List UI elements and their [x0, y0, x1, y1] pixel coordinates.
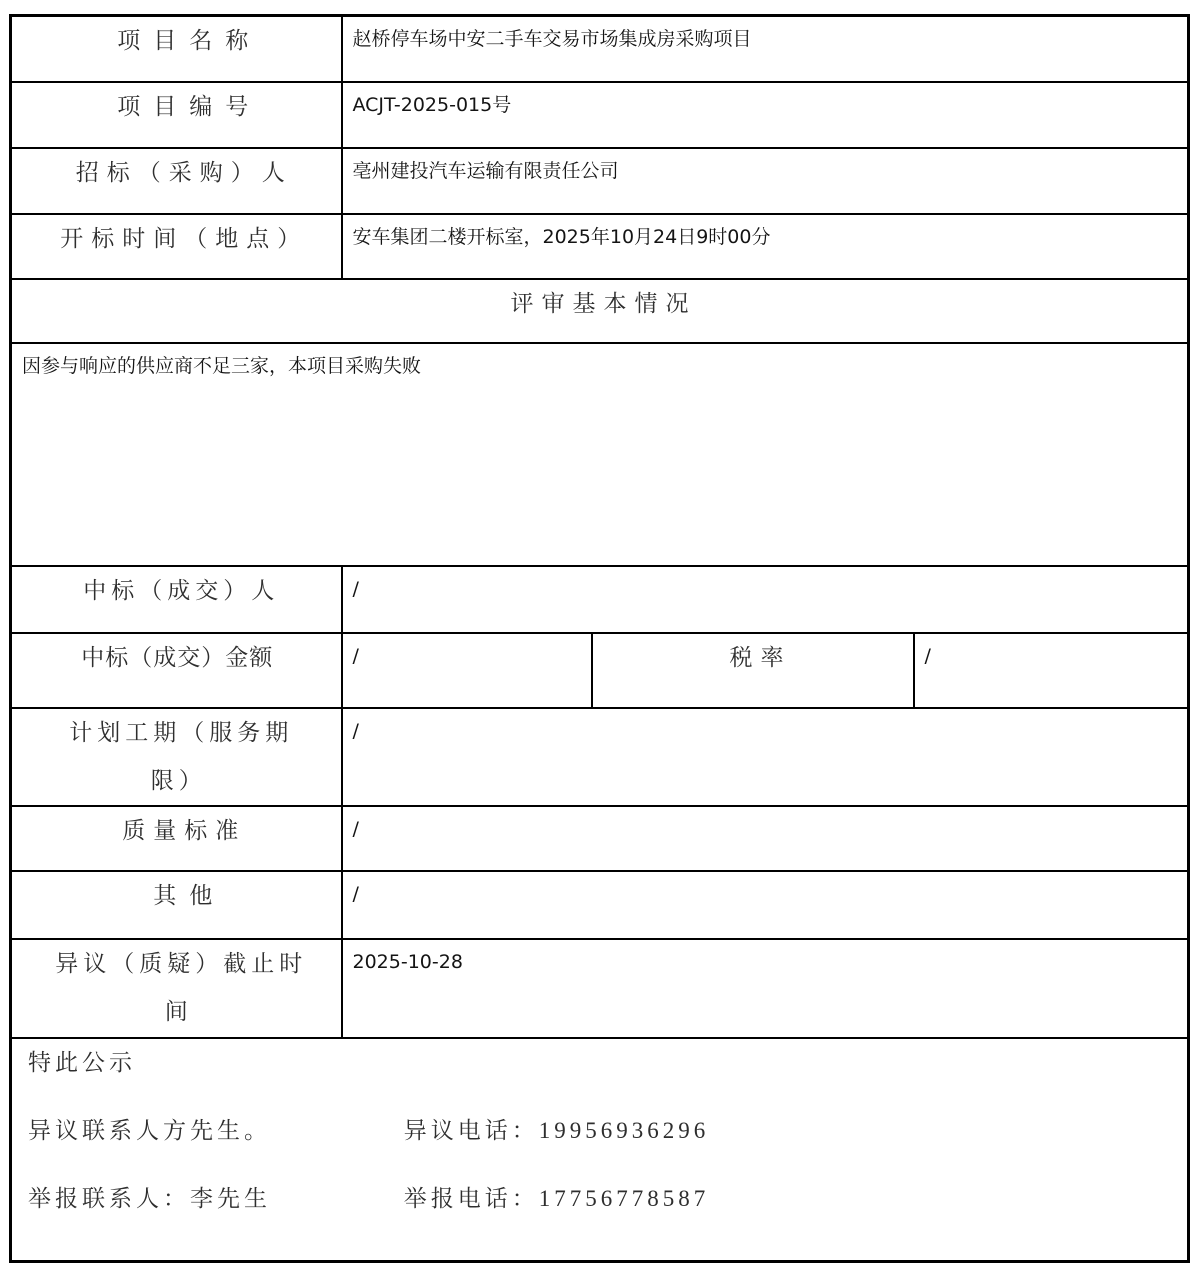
footer-objection-line — [28, 1107, 1179, 1155]
row-award-amount — [11, 633, 1189, 708]
award-amount-label-text: 中标（成交）金额 — [81, 644, 274, 670]
planned-duration-value: / — [342, 708, 1189, 806]
bid-opening-label — [11, 214, 342, 279]
planned-duration-label — [11, 708, 342, 806]
row-bid-opening — [11, 214, 1189, 279]
objection-deadline-value: 2025-10-28 — [342, 939, 1189, 1038]
tax-rate-label-text: 税率 — [729, 644, 792, 670]
award-amount-label — [11, 633, 342, 708]
row-quality-standard — [11, 806, 1189, 871]
planned-duration-label-text: 计划工期（服务期限） — [69, 719, 294, 793]
objection-phone: 异议电话：19956936296 — [403, 1117, 710, 1143]
winner-label-text: 中标（成交）人 — [83, 577, 280, 603]
objection-deadline-label-text: 异议（质疑）截止时间 — [55, 950, 308, 1024]
tax-rate-value: / — [914, 633, 1189, 708]
winner-label — [11, 566, 342, 633]
row-planned-duration — [11, 708, 1189, 806]
row-review-result — [11, 343, 1189, 566]
quality-standard-label — [11, 806, 342, 871]
purchaser-value: 亳州建投汽车运输有限责任公司 — [342, 148, 1189, 214]
review-result-text: 因参与响应的供应商不足三家，本项目采购失败 — [11, 343, 1189, 566]
bid-opening-label-text: 开标时间（地点） — [60, 225, 309, 251]
row-purchaser — [11, 148, 1189, 214]
project-name-label — [11, 16, 342, 82]
project-number-value: ACJT-2025-015号 — [342, 82, 1189, 148]
row-review-section-header — [11, 279, 1189, 343]
other-label-text: 其他 — [153, 882, 226, 908]
project-name-label-text: 项目名称 — [117, 28, 262, 53]
project-number-label — [11, 82, 342, 148]
footer-notice: 特此公示 — [28, 1049, 136, 1075]
project-name-value: 赵桥停车场中安二手车交易市场集成房采购项目 — [342, 16, 1189, 82]
objection-contact: 异议联系人方先生。 — [28, 1117, 271, 1143]
footer-block — [11, 1038, 1189, 1262]
quality-standard-label-text: 质量标准 — [122, 817, 247, 843]
winner-value: / — [342, 566, 1189, 633]
row-project-name — [11, 16, 1189, 82]
tax-rate-label — [592, 633, 914, 708]
review-section-title: 评审基本情况 — [11, 279, 1189, 343]
row-other — [11, 871, 1189, 939]
row-winner — [11, 566, 1189, 633]
purchaser-label-text: 招标（采购）人 — [75, 159, 293, 185]
row-project-number — [11, 82, 1189, 148]
row-footer — [11, 1038, 1189, 1262]
objection-deadline-label — [11, 939, 342, 1038]
project-number-label-text: 项目编号 — [117, 93, 262, 119]
row-objection-deadline — [11, 939, 1189, 1038]
report-phone: 举报电话：17756778587 — [403, 1185, 710, 1211]
footer-report-line — [28, 1175, 1179, 1223]
quality-standard-value: / — [342, 806, 1189, 871]
other-label — [11, 871, 342, 939]
procurement-result-table — [9, 14, 1190, 1263]
report-contact: 举报联系人：李先生 — [28, 1185, 271, 1211]
bid-opening-value: 安车集团二楼开标室，2025年10月24日9时00分 — [342, 214, 1189, 279]
other-value: / — [342, 871, 1189, 939]
award-amount-value: / — [342, 633, 592, 708]
purchaser-label — [11, 148, 342, 214]
